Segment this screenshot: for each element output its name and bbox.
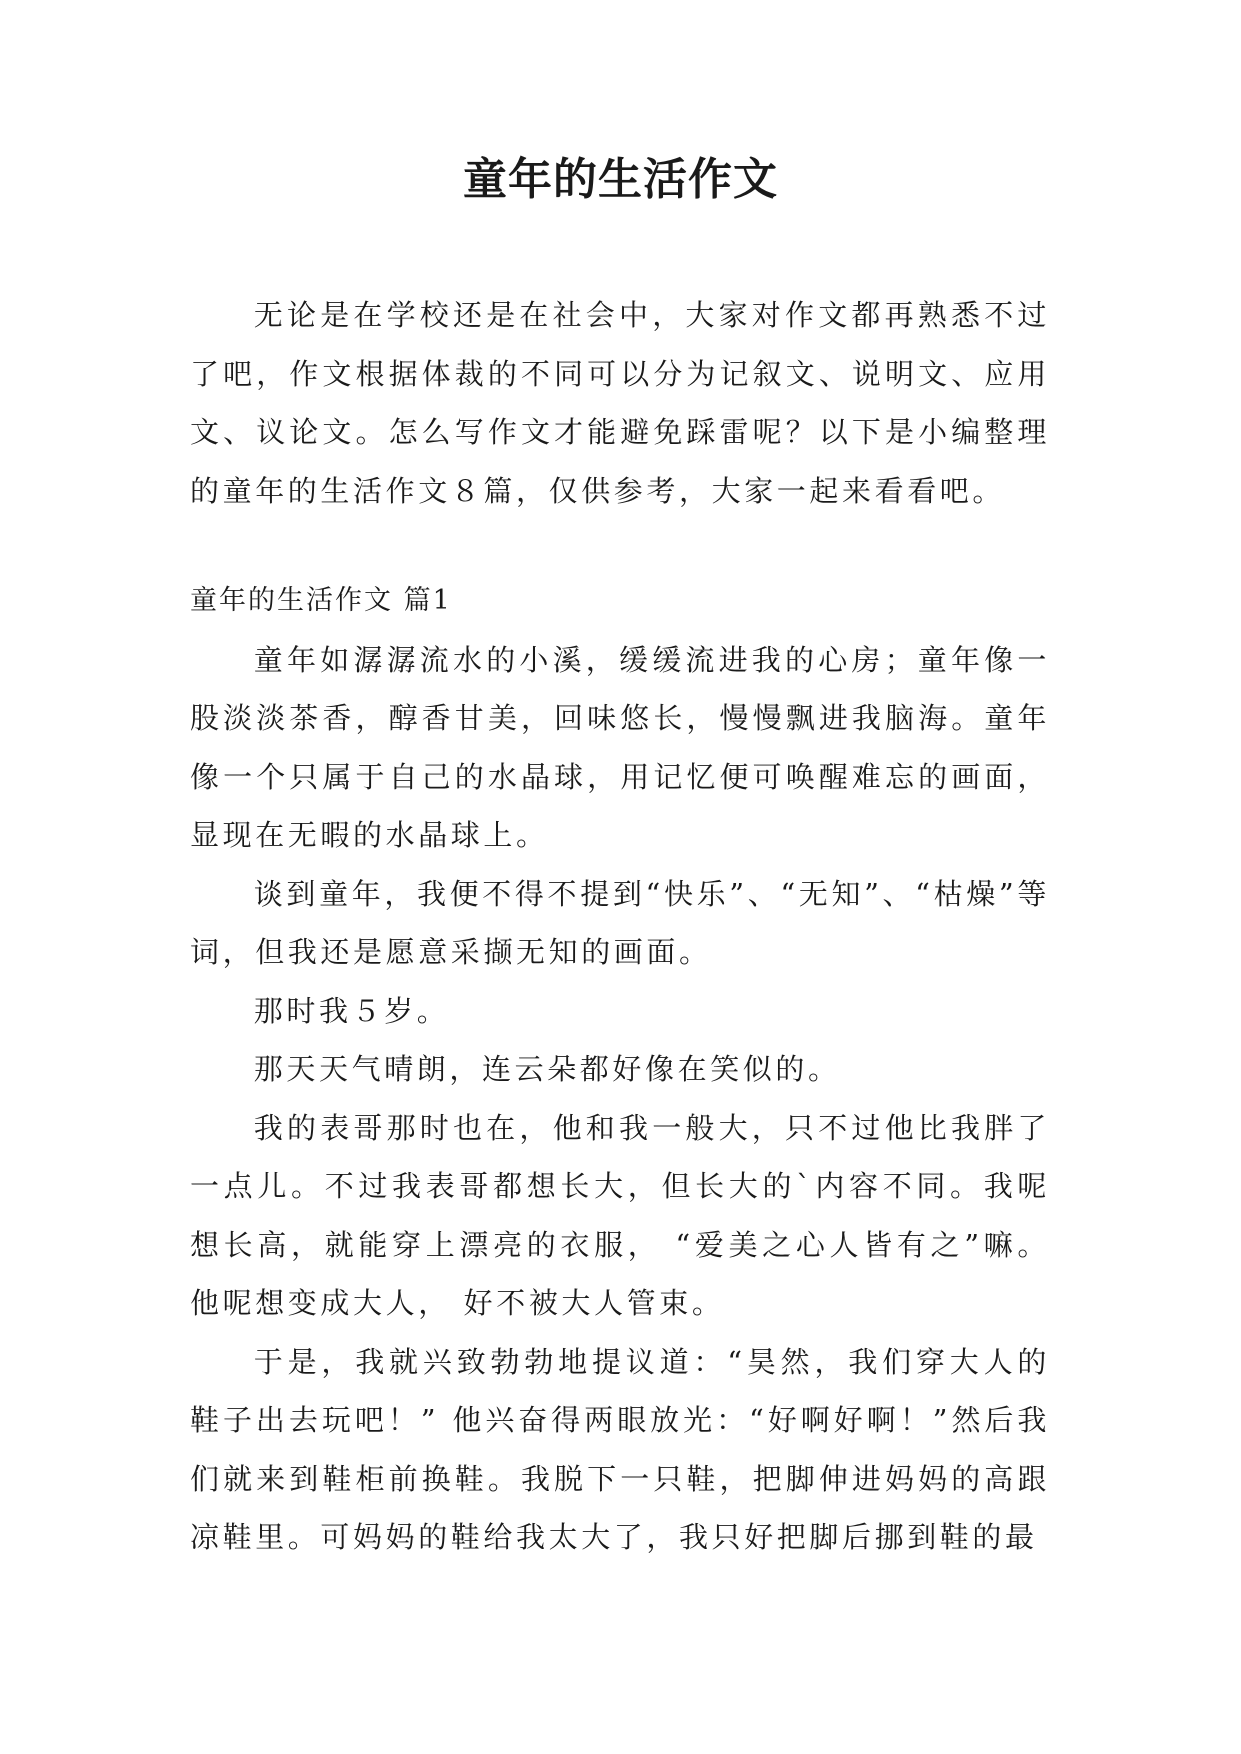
body-paragraph: 我的表哥那时也在，他和我一般大，只不过他比我胖了一点儿。不过我表哥都想长大，但长大的`内容不同。我呢想长高，就能穿上漂亮的衣服， “爱美之心人皆有之”嘛。他呢想变成大人， 好不被大人管束。 [190, 1110, 1050, 1320]
intro-paragraph: 无论是在学校还是在社会中，大家对作文都再熟悉不过了吧，作文根据体裁的不同可以分为记叙文、说明文、应用文、议论文。怎么写作文才能避免踩雷呢？以下是小编整理的童年的生活作文８篇，仅供参考，大家一起来看看吧。 [190, 298, 1050, 508]
body-paragraph: 童年如潺潺流水的小溪，缓缓流进我的心房；童年像一股淡淡茶香，醇香甘美，回味悠长，慢慢飘进我脑海。童年像一个只属于自己的水晶球，用记忆便可唤醒难忘的画面，显现在无暇的水晶球上。 [190, 642, 1050, 852]
body-paragraph: 谈到童年，我便不得不提到“快乐”、“无知”、“枯燥”等词，但我还是愿意采撷无知的画面。 [190, 876, 1050, 969]
body-paragraph: 于是，我就兴致勃勃地提议道：“昊然，我们穿大人的鞋子出去玩吧！” 他兴奋得两眼放光：“好啊好啊！”然后我们就来到鞋柜前换鞋。我脱下一只鞋，把脚伸进妈妈的高跟凉鞋里。可妈妈的鞋给我太大了，我只好把脚后挪到鞋的最 [190, 1344, 1050, 1554]
section-heading: 童年的生活作文 篇1 [190, 585, 452, 616]
body-paragraph: 那时我５岁。 [253, 993, 450, 1028]
page-title: 童年的生活作文 [463, 154, 778, 205]
document-body [190, 286, 1050, 1567]
body-paragraph: 那天天气晴朗，连云朵都好像在笑似的。 [253, 1052, 841, 1086]
